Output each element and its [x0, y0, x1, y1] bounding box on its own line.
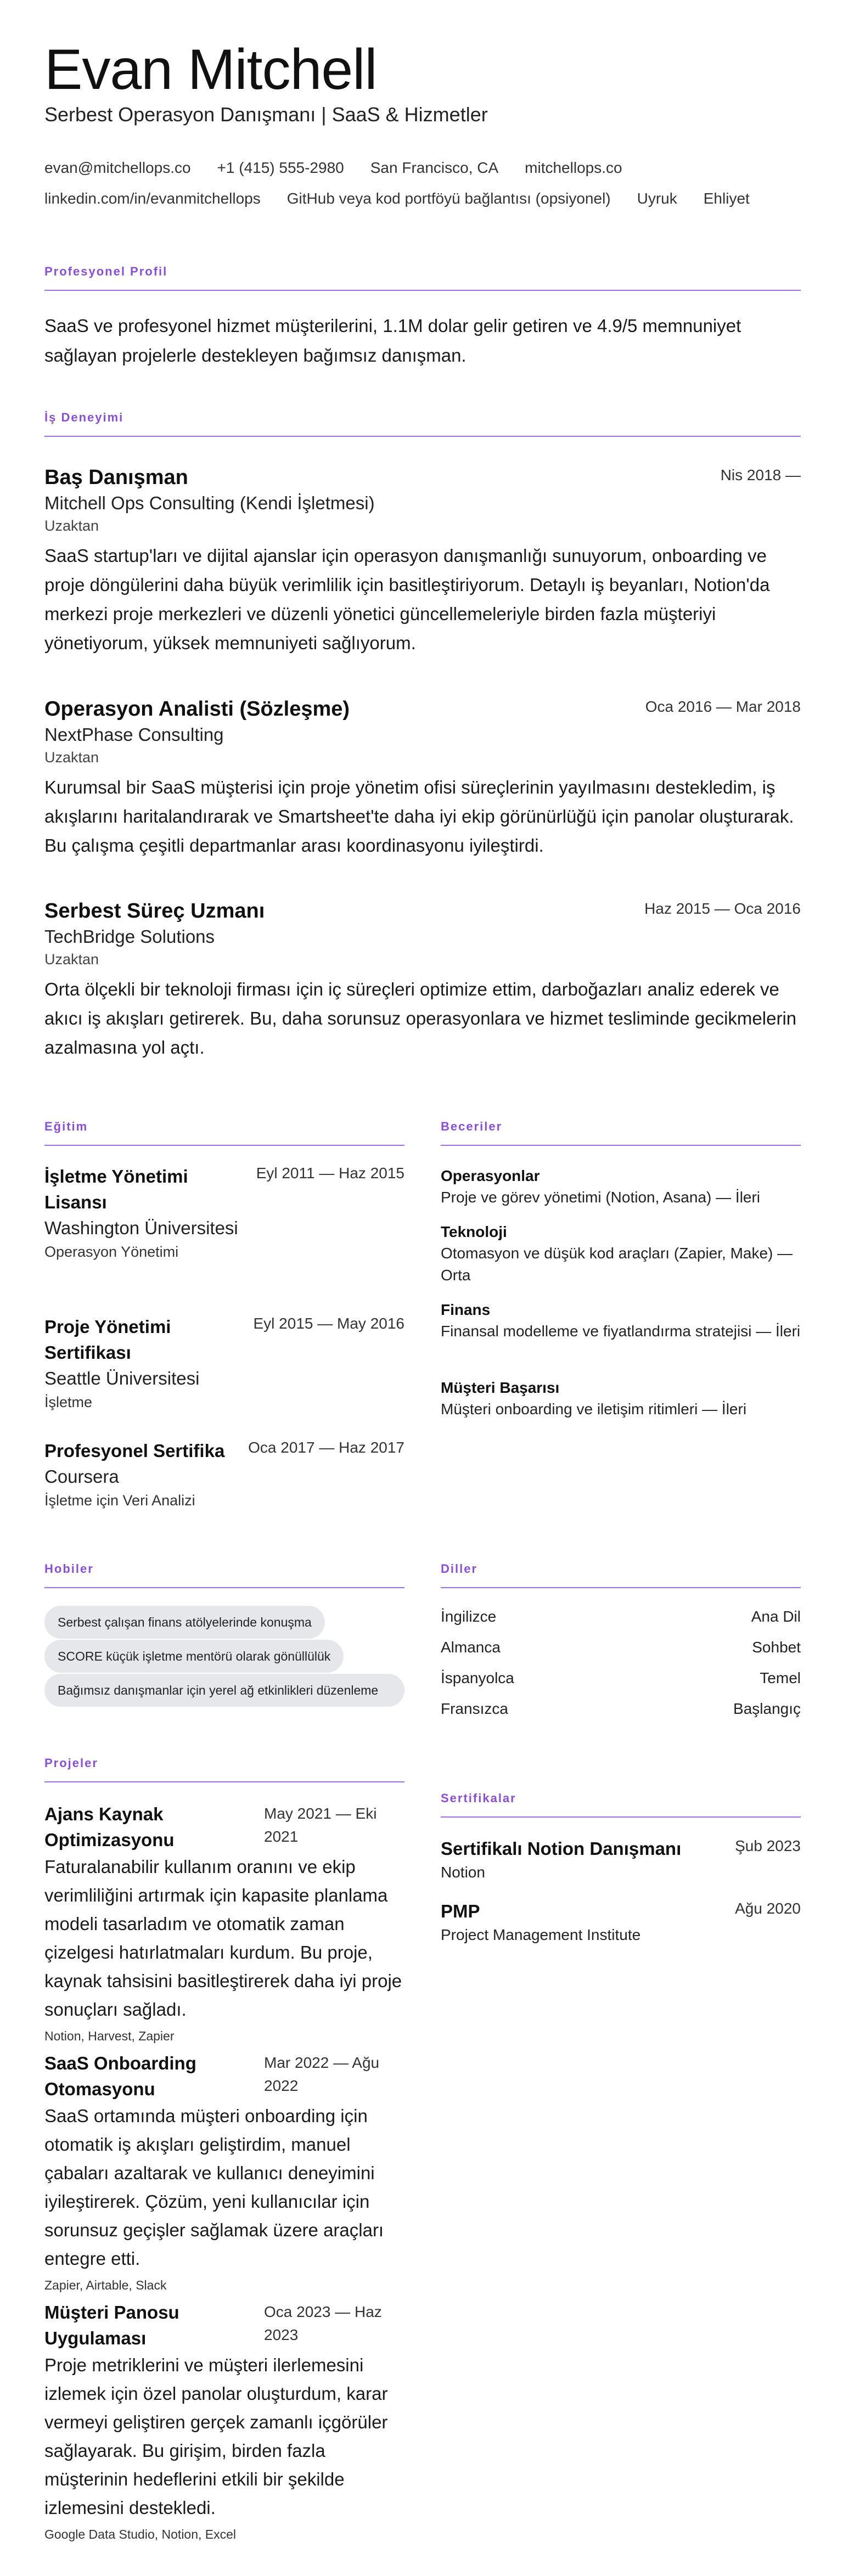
hobby-tag: Serbest çalışan finans atölyelerinde konuşma — [44, 1606, 325, 1639]
job-date: Haz 2015 — Oca 2016 — [644, 900, 801, 917]
language-level: Başlangıç — [733, 1700, 801, 1717]
contact-website[interactable]: mitchellops.co — [525, 159, 622, 176]
education-entry — [44, 1163, 404, 1263]
project-description: Faturalanabilir kullanım oranını ve ekip verimliliğini artırmak için kapasite planlama modeli tasarladım ve otomatik zaman çizelgesi hatırlatmaları kurdum. Bu proje, kaynak tahsisini basitleştirerek daha iyi proje sonuçları sağladı. — [44, 1857, 402, 2020]
project-description: Proje metriklerini ve müşteri ilerlemesini izlemek için özel panolar oluşturdum, karar vermeyi geliştiren gerçek zamanlı içgörüler sağlayarak. Bu girişim, birden fazla müşterinin hedeflerini etkili bir şekilde izlemesini destekledi. — [44, 2355, 388, 2518]
job-location: Uzaktan — [44, 951, 99, 968]
projects-column — [44, 1756, 404, 2546]
skills-column — [441, 1120, 801, 1449]
candidate-subtitle: Serbest Operasyon Danışmanı | SaaS & Hizmetler — [44, 103, 488, 126]
section-heading-experience: İş Deneyimi — [44, 410, 124, 424]
certification-issuer: Notion — [441, 1864, 485, 1881]
language-level: Temel — [760, 1669, 801, 1686]
language-name: İspanyolca — [441, 1669, 514, 1686]
language-level: Sohbet — [752, 1639, 801, 1656]
section-divider — [44, 290, 801, 291]
job-entry — [44, 464, 801, 657]
skill-name: Müşteri Başarısı — [441, 1379, 560, 1396]
job-company: Mitchell Ops Consulting (Kendi İşletmesi) — [44, 493, 375, 513]
candidate-name: Evan Mitchell — [44, 38, 377, 102]
education-entry — [44, 1438, 404, 1511]
skill-name: Finans — [441, 1301, 491, 1318]
job-description: Kurumsal bir SaaS müşterisi için proje yönetim ofisi süreçlerinin yayılmasını destekledim, iş akışlarını haritalandırarak ve Smartsheet'te daha iyi ekip görünürlüğü için panolar oluşturarak. Bu çalışma çeşitli departmanlar arası koordinasyonu iyileştirdi. — [44, 777, 794, 856]
skill-entry — [441, 1300, 801, 1342]
section-heading-profile: Profesyonel Profil — [44, 265, 168, 278]
language-row — [441, 1608, 801, 1626]
education-school: Seattle Üniversitesi — [44, 1368, 200, 1388]
profile-summary: SaaS ve profesyonel hizmet müşterilerini, 1.1M dolar gelir getiren ve 4.9/5 memnuniyet sağlayan projelerle destekleyen bağımsız danışman. — [44, 316, 741, 365]
language-name: İngilizce — [441, 1608, 497, 1625]
section-divider — [441, 1587, 801, 1588]
contact-linkedin[interactable]: linkedin.com/in/evanmitchellops — [44, 190, 261, 207]
section-divider — [44, 1781, 404, 1782]
project-entry — [44, 1801, 404, 2046]
language-name: Fransızca — [441, 1700, 508, 1717]
project-tech: Google Data Studio, Notion, Excel — [44, 2527, 237, 2541]
certifications-column — [441, 1791, 801, 1956]
section-heading-projects: Projeler — [44, 1756, 98, 1770]
education-school: Coursera — [44, 1466, 119, 1487]
education-field: Operasyon Yönetimi — [44, 1244, 179, 1260]
contact-nationality: Uyruk — [637, 190, 677, 207]
project-description: SaaS ortamında müşteri onboarding için otomatik iş akışları geliştirdim, manuel çabaları azaltarak ve kullanıcı deneyimini iyileştirerek. Çözüm, yeni kullanıcılar için sorunsuz geçişler sağlamak üzere araçları entegre etti. — [44, 2106, 384, 2269]
language-row — [441, 1669, 801, 1687]
project-title: Müşteri Panosu Uygulaması — [44, 2302, 179, 2348]
contact-email[interactable]: evan@mitchellops.co — [44, 159, 191, 176]
contact-license: Ehliyet — [703, 190, 750, 207]
education-title: Profesyonel Sertifika — [44, 1441, 225, 1461]
contact-location: San Francisco, CA — [370, 159, 499, 176]
job-entry — [44, 696, 801, 860]
hobby-tag: Bağımsız danışmanlar için yerel ağ etkinlikleri düzenleme — [44, 1674, 404, 1707]
job-location: Uzaktan — [44, 749, 99, 766]
project-tech: Notion, Harvest, Zapier — [44, 2029, 175, 2043]
project-date: Mar 2022 — Ağu 2022 — [264, 2054, 380, 2094]
skill-entry — [441, 1377, 801, 1420]
project-entry — [44, 2299, 404, 2544]
section-heading-languages: Diller — [441, 1562, 478, 1576]
job-date: Nis 2018 — — [720, 466, 801, 483]
job-title: Serbest Süreç Uzmanı — [44, 899, 265, 923]
section-divider — [441, 1816, 801, 1818]
certification-entry — [441, 1836, 801, 1883]
project-entry — [44, 2050, 404, 2295]
skill-name: Teknoloji — [441, 1223, 507, 1240]
language-row — [441, 1639, 801, 1656]
certification-issuer: Project Management Institute — [441, 1926, 641, 1943]
job-company: TechBridge Solutions — [44, 926, 215, 947]
project-tech: Zapier, Airtable, Slack — [44, 2278, 167, 2292]
section-divider — [44, 1587, 404, 1588]
education-school: Washington Üniversitesi — [44, 1218, 238, 1238]
skill-entry — [441, 1222, 801, 1286]
section-heading-education: Eğitim — [44, 1120, 88, 1133]
skill-detail: Otomasyon ve düşük kod araçları (Zapier, Make) — Orta — [441, 1245, 793, 1284]
hobbies-column — [44, 1562, 404, 1726]
contact-github[interactable]: GitHub veya kod portföyü bağlantısı (opsiyonel) — [286, 190, 611, 207]
contact-phone[interactable]: +1 (415) 555-2980 — [217, 159, 344, 176]
certification-title: Sertifikalı Notion Danışmanı — [441, 1838, 682, 1859]
project-date: Oca 2023 — Haz 2023 — [264, 2303, 382, 2343]
education-title: Proje Yönetimi Sertifikası — [44, 1317, 171, 1363]
job-entry — [44, 898, 801, 1062]
skill-detail: Proje ve görev yönetimi (Notion, Asana) — İleri — [441, 1189, 761, 1206]
certification-date: Ağu 2020 — [735, 1900, 801, 1917]
job-description: SaaS startup'ları ve dijital ajanslar için operasyon danışmanlığı sunuyorum, onboarding ve proje döngülerini daha büyük verimlilik için basitleştiriyorum. Detaylı iş beyanları, Notion'da merkezi proje merkezleri ve düzenli yönetici güncellemeleriyle birden fazla müşteriyi yönetiyorum, yüksek memnuniyeti sağlıyorum. — [44, 545, 770, 653]
section-divider — [44, 1145, 404, 1146]
language-row — [441, 1700, 801, 1718]
section-heading-hobbies: Hobiler — [44, 1562, 94, 1576]
education-column — [44, 1120, 404, 1515]
education-date: Eyl 2011 — Haz 2015 — [256, 1165, 404, 1182]
language-name: Almanca — [441, 1639, 501, 1656]
job-description: Orta ölçekli bir teknoloji firması için iç süreçleri optimize ettim, darboğazları analiz ederek ve akıcı iş akışları getirerek. Bu, daha sorunsuz operasyonlara ve hizmet tesliminde gecikmelerin azalmasına yol açtı. — [44, 979, 797, 1058]
language-level: Ana Dil — [751, 1608, 801, 1625]
education-field: İşletme — [44, 1394, 93, 1410]
contact-row-secondary — [44, 190, 750, 207]
job-location: Uzaktan — [44, 518, 99, 534]
project-title: Ajans Kaynak Optimizasyonu — [44, 1804, 175, 1850]
certification-date: Şub 2023 — [735, 1837, 801, 1854]
job-title: Operasyon Analisti (Sözleşme) — [44, 698, 350, 721]
education-entry — [44, 1314, 404, 1413]
skill-entry — [441, 1166, 801, 1208]
contact-row-primary — [44, 159, 622, 177]
education-date: Eyl 2015 — May 2016 — [253, 1315, 404, 1332]
job-company: NextPhase Consulting — [44, 724, 224, 745]
certification-title: PMP — [441, 1901, 480, 1921]
job-title: Baş Danışman — [44, 466, 188, 489]
hobby-tag: SCORE küçük işletme mentörü olarak gönüllülük — [44, 1640, 344, 1673]
skill-name: Operasyonlar — [441, 1167, 540, 1184]
certification-entry — [441, 1899, 801, 1946]
education-title: İşletme Yönetimi Lisansı — [44, 1166, 188, 1212]
skill-detail: Finansal modelleme ve fiyatlandırma stratejisi — İleri — [441, 1323, 801, 1340]
languages-column — [441, 1562, 801, 1726]
job-date: Oca 2016 — Mar 2018 — [645, 698, 801, 715]
project-date: May 2021 — Eki 2021 — [264, 1805, 377, 1845]
project-title: SaaS Onboarding Otomasyonu — [44, 2053, 196, 2099]
section-divider — [44, 436, 801, 437]
section-heading-skills: Beceriler — [441, 1120, 503, 1133]
skill-detail: Müşteri onboarding ve iletişim ritimleri — İleri — [441, 1401, 747, 1418]
education-date: Oca 2017 — Haz 2017 — [248, 1439, 404, 1456]
section-divider — [441, 1145, 801, 1146]
section-heading-certifications: Sertifikalar — [441, 1791, 516, 1805]
education-field: İşletme için Veri Analizi — [44, 1492, 195, 1509]
